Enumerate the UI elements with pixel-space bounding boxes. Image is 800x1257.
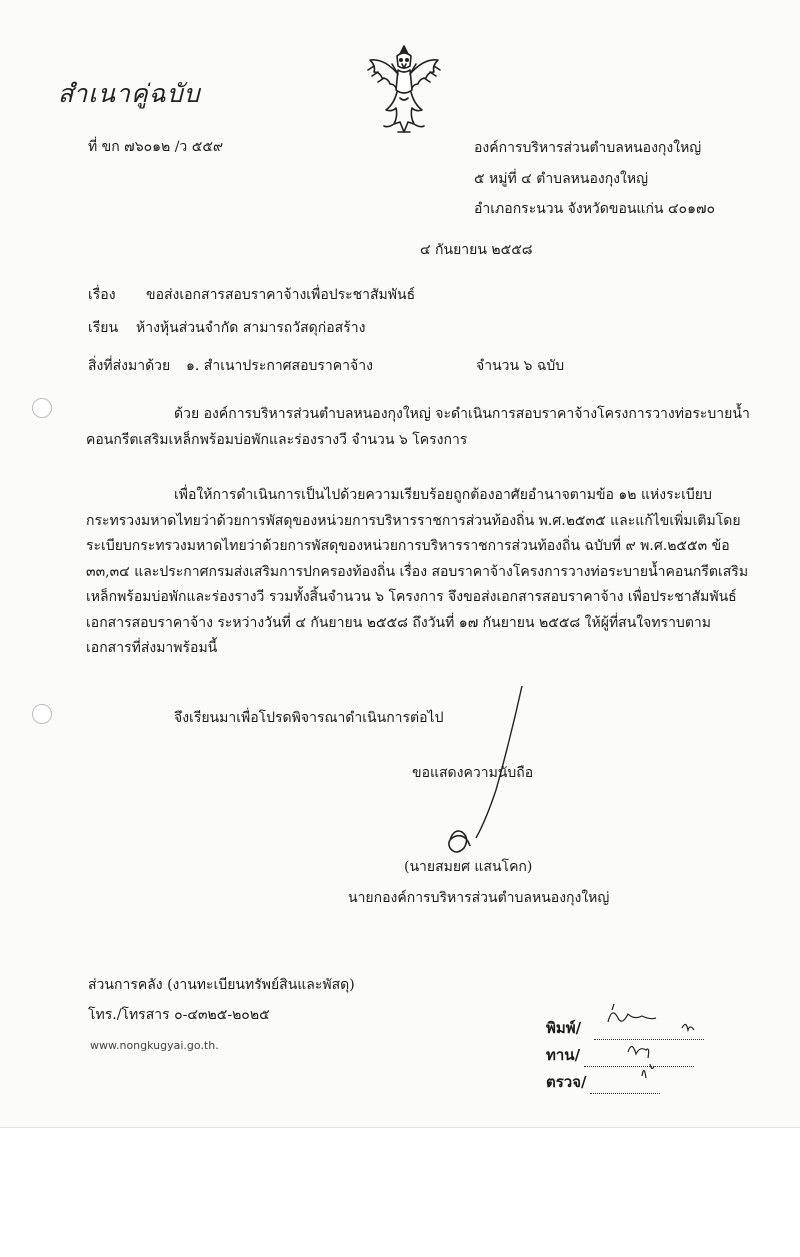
initial-checked-line <box>590 1082 660 1101</box>
garuda-emblem-icon <box>364 44 444 138</box>
handwritten-signature <box>440 680 560 880</box>
signer-name: (นายสมยศ แสนโคก) <box>404 859 533 875</box>
letter-date: ๔ กันยายน ๒๕๕๘ <box>420 242 533 258</box>
paragraph-line: ๓๓,๓๔ และประกาศกรมส่งเสริมการปกครองท้องถิ่น เรื่อง สอบราคาจ้างโครงการวางท่อระบายน้ำคอนกรีตเสริม <box>86 563 749 580</box>
enclosure-label: สิ่งที่ส่งมาด้วย <box>88 358 171 374</box>
paragraph-line: ด้วย องค์การบริหารส่วนตำบลหนองกุงใหญ่ จะดำเนินการสอบราคาจ้างโครงการวางท่อระบายน้ำ <box>174 406 750 422</box>
paragraph-line: ระเบียบกระทรวงมหาดไทยว่าด้วยการพัสดุของหน่วยการบริหารราชการส่วนท้องถิ่น ฉบับที่ ๙ พ.ศ.๒๕๕๓ ข้อ <box>86 538 730 554</box>
recipient-text: ห้างหุ้นส่วนจำกัด สามารถวัสดุก่อสร้าง <box>136 320 366 336</box>
paragraph-line: เอกสารที่ส่งมาพร้อมนี้ <box>86 640 218 656</box>
subject-label: เรื่อง <box>88 287 116 303</box>
recipient-label: เรียน <box>88 320 119 336</box>
sender-address-line-1: องค์การบริหารส่วนตำบลหนองกุงใหญ่ <box>474 140 702 156</box>
paragraph-line: เหล็กพร้อมบ่อพักและร่องรางวี รวมทั้งสิ้นจำนวน ๖ โครงการ จึงขอส่งเอกสารสอบราคาจ้าง เพื่อประชาสัมพันธ์ <box>86 589 737 605</box>
initial-reviewed-label: ทาน/ <box>546 1046 581 1064</box>
reference-number: ที่ ขก ๗๖๐๑๒ /ว ๕๕๙ <box>88 139 224 155</box>
sender-address-line-2: ๕ หมู่ที่ ๔ ตำบลหนองกุงใหญ่ <box>474 171 648 187</box>
body-paragraph-2 <box>86 483 772 662</box>
initial-checked-label: ตรวจ/ <box>546 1073 587 1091</box>
initials-scribbles <box>590 1000 730 1080</box>
sender-address-line-3: อำเภอกระนวน จังหวัดขอนแก่น ๔๐๑๗๐ <box>474 201 716 217</box>
punch-hole-bottom <box>32 704 52 724</box>
paragraph-line: กระทรวงมหาดไทยว่าด้วยการพัสดุของหน่วยการบริหารราชการส่วนท้องถิ่น พ.ศ.๒๕๓๕ และแก้ไขเพิ่มเติมโดย <box>86 512 741 529</box>
paragraph-line: คอนกรีตเสริมเหล็กพร้อมบ่อพักและร่องรางวี จำนวน ๖ โครงการ <box>86 431 468 448</box>
paragraph-line: เพื่อให้การดำเนินการเป็นไปด้วยความเรียบร้อยถูกต้องอาศัยอำนาจตามข้อ ๑๒ แห่งระเบียบ <box>174 487 712 503</box>
website: www.nongkugyai.go.th. <box>90 1039 219 1052</box>
copy-stamp: สำเนาคู่ฉบับ <box>58 79 201 108</box>
department-name: ส่วนการคลัง (งานทะเบียนทรัพย์สินและพัสดุ) <box>88 977 355 993</box>
body-paragraph-1 <box>86 402 772 453</box>
enclosure-quantity: จำนวน ๖ ฉบับ <box>476 358 565 374</box>
enclosure-item: ๑. สำเนาประกาศสอบราคาจ้าง <box>186 358 373 374</box>
punch-hole-top <box>32 398 52 418</box>
paragraph-line: เอกสารสอบราคาจ้าง ระหว่างวันที่ ๔ กันยายน ๒๕๕๘ ถึงวันที่ ๑๗ กันยายน ๒๕๕๘ ให้ผู้ที่สนใจทราบตาม <box>86 614 712 631</box>
signer-position: นายกองค์การบริหารส่วนตำบลหนองกุงใหญ่ <box>348 890 610 906</box>
phone-fax: โทร./โทรสาร ๐-๔๓๒๕-๒๐๒๕ <box>88 1007 270 1023</box>
closing-request: จึงเรียนมาเพื่อโปรดพิจารณาดำเนินการต่อไป <box>174 710 444 726</box>
subject-text: ขอส่งเอกสารสอบราคาจ้างเพื่อประชาสัมพันธ์ <box>146 287 416 303</box>
initial-typed-label: พิมพ์/ <box>546 1019 582 1037</box>
closing-phrase: ขอแสดงความนับถือ <box>412 765 534 781</box>
